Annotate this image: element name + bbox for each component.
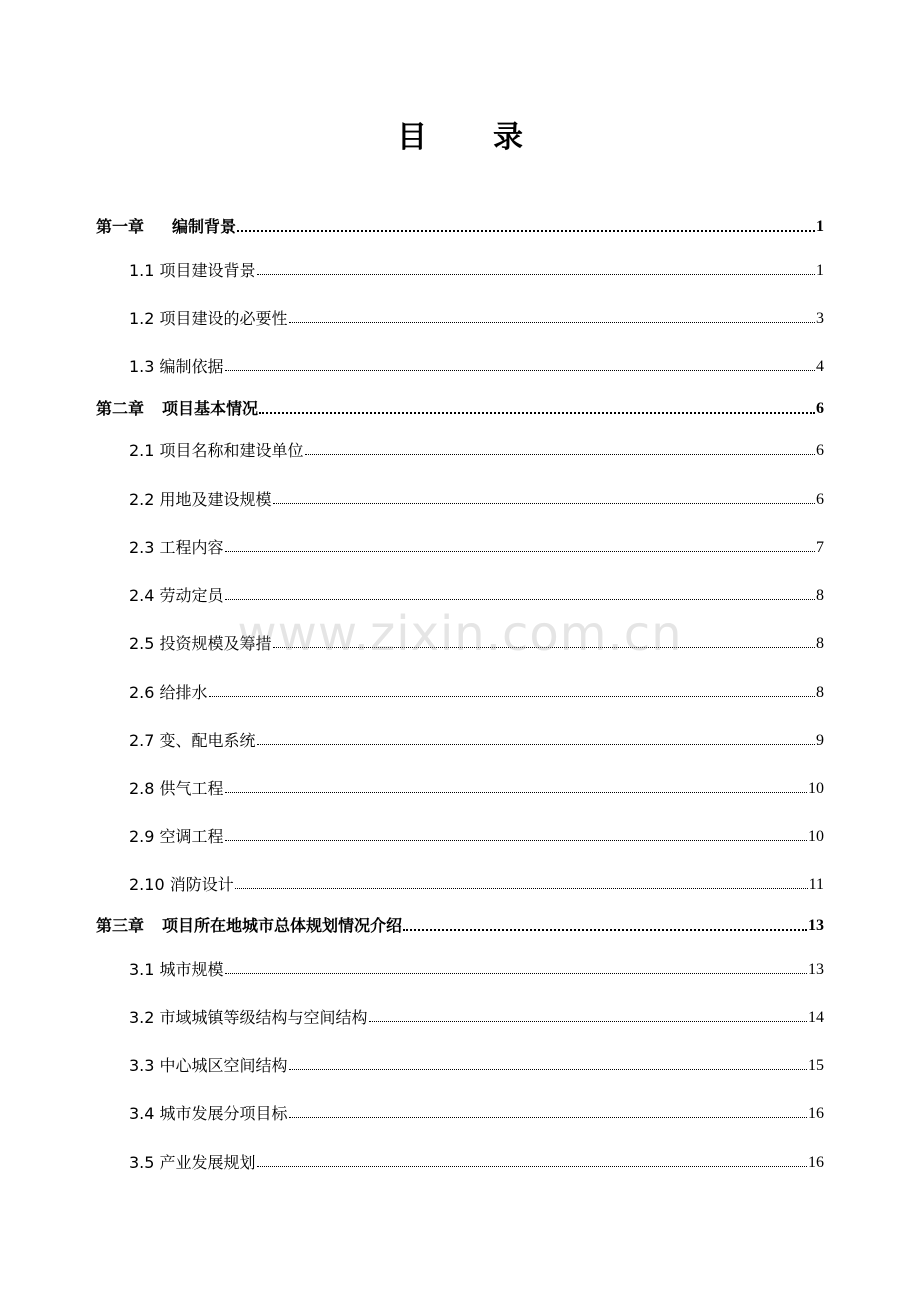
- title-char-left: 目: [397, 120, 427, 155]
- toc-dot-leader: [209, 696, 815, 697]
- toc-page-number: 11: [808, 876, 824, 893]
- toc-entry-title: 2.2 用地及建设规模: [129, 490, 272, 509]
- toc-page-number: 3: [816, 310, 824, 327]
- toc-entry-title: 3.3 中心城区空间结构: [129, 1056, 288, 1075]
- toc-entry-title: 1.3 编制依据: [129, 357, 224, 376]
- toc-page-number: 13: [808, 961, 824, 978]
- toc-dot-leader: [225, 792, 807, 793]
- toc-chapter-title: 项目基本情况: [162, 399, 259, 418]
- toc-dot-leader: [257, 744, 815, 745]
- toc-chapter-entry[interactable]: [96, 912, 824, 936]
- watermark: www.zixin.com.cn: [237, 606, 683, 662]
- toc-chapter-number: 第二章: [96, 399, 145, 418]
- toc-page-number: 14: [808, 1009, 824, 1026]
- toc-entry-title: 2.4 劳动定员: [129, 586, 224, 605]
- toc-section-entry[interactable]: [129, 1052, 824, 1076]
- toc-dot-leader: [273, 503, 815, 504]
- toc-entry-title: 2.9 空调工程: [129, 827, 224, 846]
- toc-entry-title: 2.3 工程内容: [129, 538, 224, 557]
- toc-dot-leader: [235, 888, 808, 889]
- toc-entry-title: 2.1 项目名称和建设单位: [129, 441, 304, 460]
- toc-page-number: 6: [816, 400, 824, 417]
- toc-entry-title: [96, 916, 402, 936]
- toc-dot-leader: [225, 599, 815, 600]
- toc-dot-leader: [225, 840, 807, 841]
- toc-entry-title: 3.4 城市发展分项目标: [129, 1104, 288, 1123]
- toc-section-entry[interactable]: [129, 534, 824, 558]
- toc-entry-title: [96, 217, 236, 237]
- toc-dot-leader: [237, 230, 815, 232]
- toc-dot-leader: [403, 929, 807, 931]
- toc-chapter-title: 项目所在地城市总体规划情况介绍: [162, 916, 403, 935]
- toc-page-number: 6: [816, 442, 824, 459]
- toc-page-number: 8: [816, 587, 824, 604]
- toc-dot-leader: [225, 973, 807, 974]
- toc-page-number: 16: [808, 1105, 824, 1122]
- toc-entry-title: 2.6 给排水: [129, 683, 208, 702]
- toc-dot-leader: [289, 1117, 807, 1118]
- title-char-right: 录: [493, 120, 523, 155]
- toc-page-number: 10: [808, 828, 824, 845]
- toc-page-number: 9: [816, 732, 824, 749]
- toc-chapter-number: 第一章: [96, 217, 145, 236]
- toc-dot-leader: [289, 322, 815, 323]
- toc-section-entry[interactable]: [129, 486, 824, 510]
- toc-page-number: 13: [808, 917, 824, 934]
- toc-page-number: 10: [808, 780, 824, 797]
- toc-entry-title: [96, 399, 258, 419]
- toc-section-entry[interactable]: [129, 437, 824, 461]
- toc-dot-leader: [259, 412, 815, 414]
- toc-page-number: 6: [816, 491, 824, 508]
- toc-section-entry[interactable]: [129, 582, 824, 606]
- toc-dot-leader: [273, 647, 815, 648]
- toc-page-number: 16: [808, 1154, 824, 1171]
- toc-section-entry[interactable]: [129, 257, 824, 281]
- toc-section-entry[interactable]: [129, 679, 824, 703]
- toc-entry-title: 2.7 变、配电系统: [129, 731, 256, 750]
- toc-dot-leader: [257, 274, 815, 275]
- toc-dot-leader: [257, 1166, 807, 1167]
- toc-entry-title: 1.1 项目建设背景: [129, 261, 256, 280]
- toc-dot-leader: [305, 454, 815, 455]
- toc-section-entry[interactable]: [129, 630, 824, 654]
- toc-entry-title: 2.8 供气工程: [129, 779, 224, 798]
- toc-page-number: 7: [816, 539, 824, 556]
- toc-page-number: 1: [816, 262, 824, 279]
- toc-page-number: 8: [816, 684, 824, 701]
- toc-section-entry[interactable]: [129, 956, 824, 980]
- toc-page-number: 8: [816, 635, 824, 652]
- toc-page-number: 15: [808, 1057, 824, 1074]
- toc-page-number: 4: [816, 358, 824, 375]
- toc-section-entry[interactable]: [129, 823, 824, 847]
- toc-entry-title: 1.2 项目建设的必要性: [129, 309, 288, 328]
- toc-chapter-entry[interactable]: [96, 213, 824, 237]
- toc-section-entry[interactable]: [129, 775, 824, 799]
- toc-chapter-entry[interactable]: [96, 395, 824, 419]
- toc-page-number: 1: [816, 218, 824, 235]
- toc-section-entry[interactable]: [129, 305, 824, 329]
- toc-chapter-title: 编制背景: [172, 217, 237, 236]
- toc-entry-title: 3.1 城市规模: [129, 960, 224, 979]
- toc-section-entry[interactable]: [129, 727, 824, 751]
- toc-entry-title: 2.5 投资规模及筹措: [129, 634, 272, 653]
- toc-section-entry[interactable]: [129, 1100, 824, 1124]
- toc-chapter-number: 第三章: [96, 916, 145, 935]
- toc-section-entry[interactable]: [129, 1004, 824, 1028]
- toc-entry-title: 3.5 产业发展规划: [129, 1153, 256, 1172]
- toc-entry-title: 3.2 市域城镇等级结构与空间结构: [129, 1008, 368, 1027]
- toc-section-entry[interactable]: [129, 871, 824, 895]
- toc-dot-leader: [289, 1069, 807, 1070]
- toc-dot-leader: [225, 370, 815, 371]
- toc-entry-title: 2.10 消防设计: [129, 875, 234, 894]
- page-title: [0, 112, 920, 156]
- toc-section-entry[interactable]: [129, 353, 824, 377]
- toc-section-entry[interactable]: [129, 1149, 824, 1173]
- toc-dot-leader: [369, 1021, 807, 1022]
- toc-dot-leader: [225, 551, 815, 552]
